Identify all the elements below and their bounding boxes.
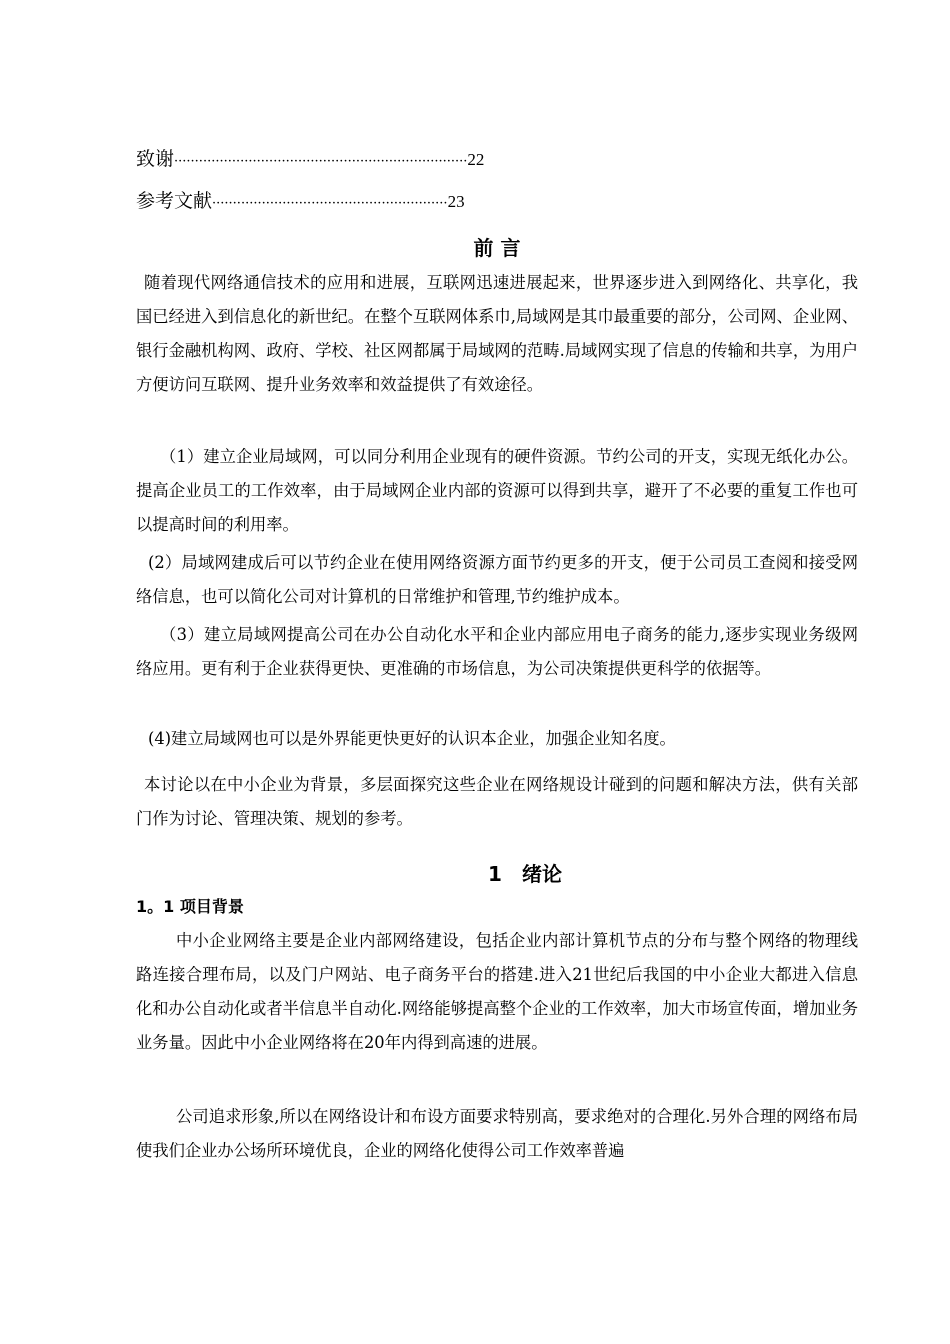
- chapter-1-paragraph-2: 公司追求形象,所以在网络设计和布设方面要求特别高，要求绝对的合理化.另外合理的网络布局使我们企业办公场所环境优良，企业的网络化使得公司工作效率普遍: [136, 1107, 858, 1160]
- preface-paragraph-2: （1）建立企业局域网，可以同分利用企业现有的硬件资源。节约公司的开支，实现无纸化办公。提高企业员工的工作效率，由于局域网企业内部的资源可以得到共享，避开了不必要的重复工作也可以提高时间的利用率。: [136, 447, 858, 534]
- preface-paragraph-5: (4)建立局域网也可以是外界能更快更好的认识本企业，加强企业知名度。: [148, 729, 676, 748]
- chapter-1-heading: 1 绪论: [488, 862, 562, 886]
- section-1-1-heading: 1。1 项目背景: [136, 897, 244, 916]
- preface-paragraph-4: （3）建立局域网提高公司在办公自动化水平和企业内部应用电子商务的能力,逐步实现业务级网络应用。更有利于企业获得更快、更准确的市场信息，为公司决策提供更科学的依据等。: [136, 625, 858, 678]
- toc-leader-dots: ·······································································: [174, 154, 468, 169]
- toc-page-number: 23: [447, 192, 465, 211]
- toc-entry-references[interactable]: [136, 186, 465, 213]
- toc-entry-acknowledgements[interactable]: [136, 144, 484, 171]
- toc-entry-title: 参考文献: [136, 190, 213, 212]
- preface-paragraph-6: 本讨论以在中小企业为背景，多层面探究这些企业在网络规设计碰到的问题和解决方法，供有关部门作为讨论、管理决策、规划的参考。: [136, 775, 858, 828]
- preface-paragraph-3: (2）局域网建成后可以节约企业在使用网络资源方面节约更多的开支，便于公司员工查阅和接受网络信息，也可以简化公司对计算机的日常维护和管理,节约维护成本。: [136, 553, 858, 606]
- toc-entry-title: 致谢: [136, 148, 175, 170]
- preface-paragraph-1: 随着现代网络通信技术的应用和进展，互联网迅速进展起来，世界逐步进入到网络化、共享化，我国已经进入到信息化的新世纪。在整个互联网体系巾,局域网是其巾最重要的部分，公司网、企业网、银行金融机构网、政府、学校、社区网都属于局域网的范畴.局域网实现了信息的传输和共享，为用户方便访问互联网、提升业务效率和效益提供了有效途径。: [136, 273, 858, 394]
- toc-leader-dots: ·························································: [212, 196, 448, 211]
- chapter-1-paragraph-1: 中小企业网络主要是企业内部网络建设，包括企业内部计算机节点的分布与整个网络的物理线路连接合理布局，以及门户网站、电子商务平台的搭建.进入21世纪后我国的中小企业大都进入信息化和办公自动化或者半信息半自动化.网络能够提高整个企业的工作效率，加大市场宣传面，增加业务业务量。因此中小企业网络将在20年内得到高速的进展。: [136, 931, 858, 1052]
- preface-heading: 前 言: [473, 236, 521, 260]
- toc-page-number: 22: [467, 150, 485, 169]
